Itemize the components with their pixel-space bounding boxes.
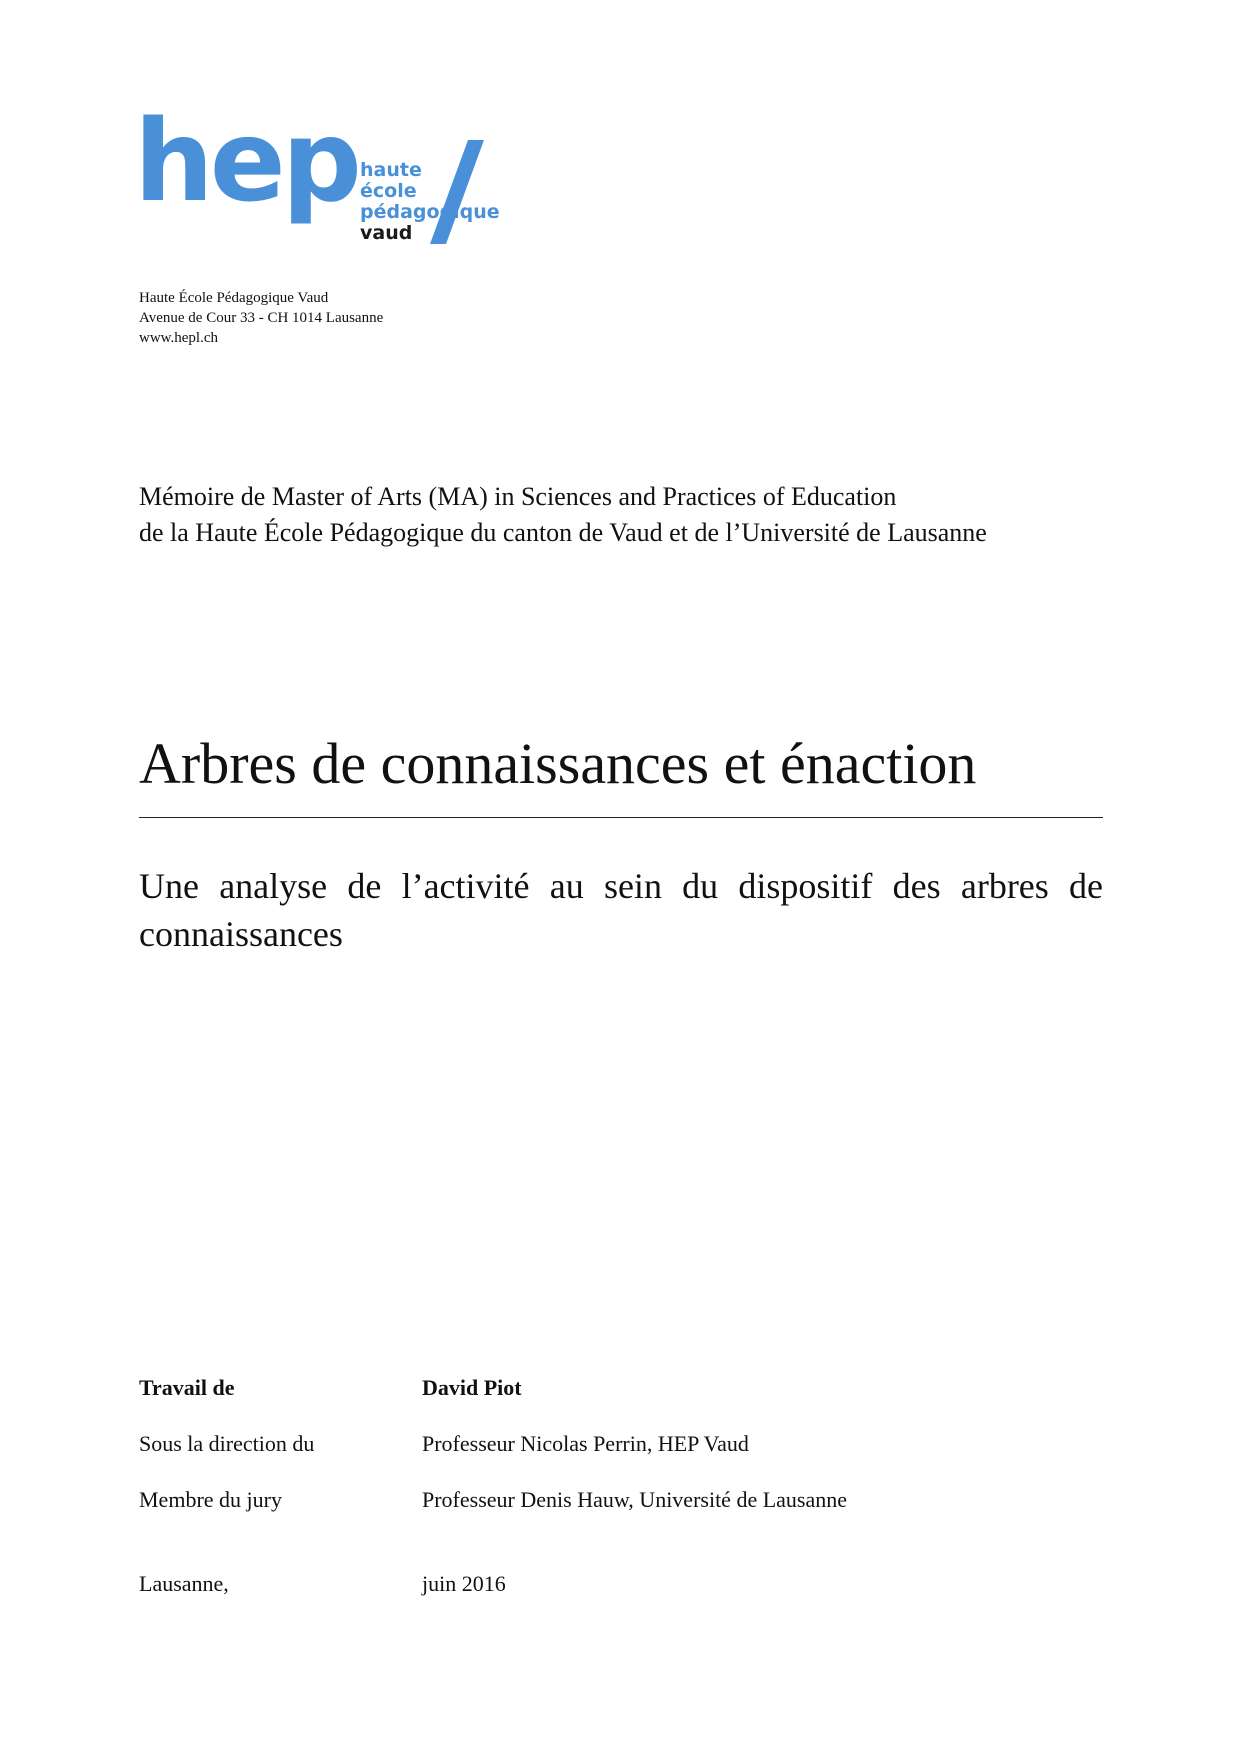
jury-label: Membre du jury <box>139 1487 282 1512</box>
logo-wordmark: hep <box>134 97 358 227</box>
date-value: juin 2016 <box>422 1571 506 1596</box>
director-label: Sous la direction du <box>139 1431 315 1456</box>
institution-address <box>139 288 383 348</box>
director-value: Professeur Nicolas Perrin, HEP Vaud <box>422 1431 749 1456</box>
document-subtitle: Une analyse de l’activité au sein du dispositif des arbres de connaissances <box>139 866 1103 954</box>
memoire-description <box>139 479 987 551</box>
hep-logo <box>134 97 514 250</box>
author-label: Travail de <box>139 1375 235 1400</box>
author-value: David Piot <box>422 1375 522 1400</box>
address-website: www.hepl.ch <box>139 330 219 346</box>
place-label: Lausanne, <box>139 1571 229 1596</box>
logo-line-ecole: école <box>360 180 417 202</box>
address-name: Haute École Pédagogique Vaud <box>139 290 329 306</box>
address-street: Avenue de Cour 33 - CH 1014 Lausanne <box>139 310 384 326</box>
jury-value: Professeur Denis Hauw, Université de Lausanne <box>422 1487 848 1512</box>
logo-line-haute: haute <box>360 159 422 181</box>
logo-line-pedagogique: pédagogique <box>360 201 500 223</box>
document-title: Arbres de connaissances et énaction <box>139 731 977 796</box>
memoire-line-1: Mémoire de Master of Arts (MA) in Sciences and Practices of Education <box>139 482 897 511</box>
logo-text-lines <box>360 160 500 244</box>
logo-line-vaud: vaud <box>360 222 413 244</box>
memoire-line-2: de la Haute École Pédagogique du canton de Vaud et de l’Université de Lausanne <box>139 518 987 547</box>
title-divider <box>139 817 1103 818</box>
